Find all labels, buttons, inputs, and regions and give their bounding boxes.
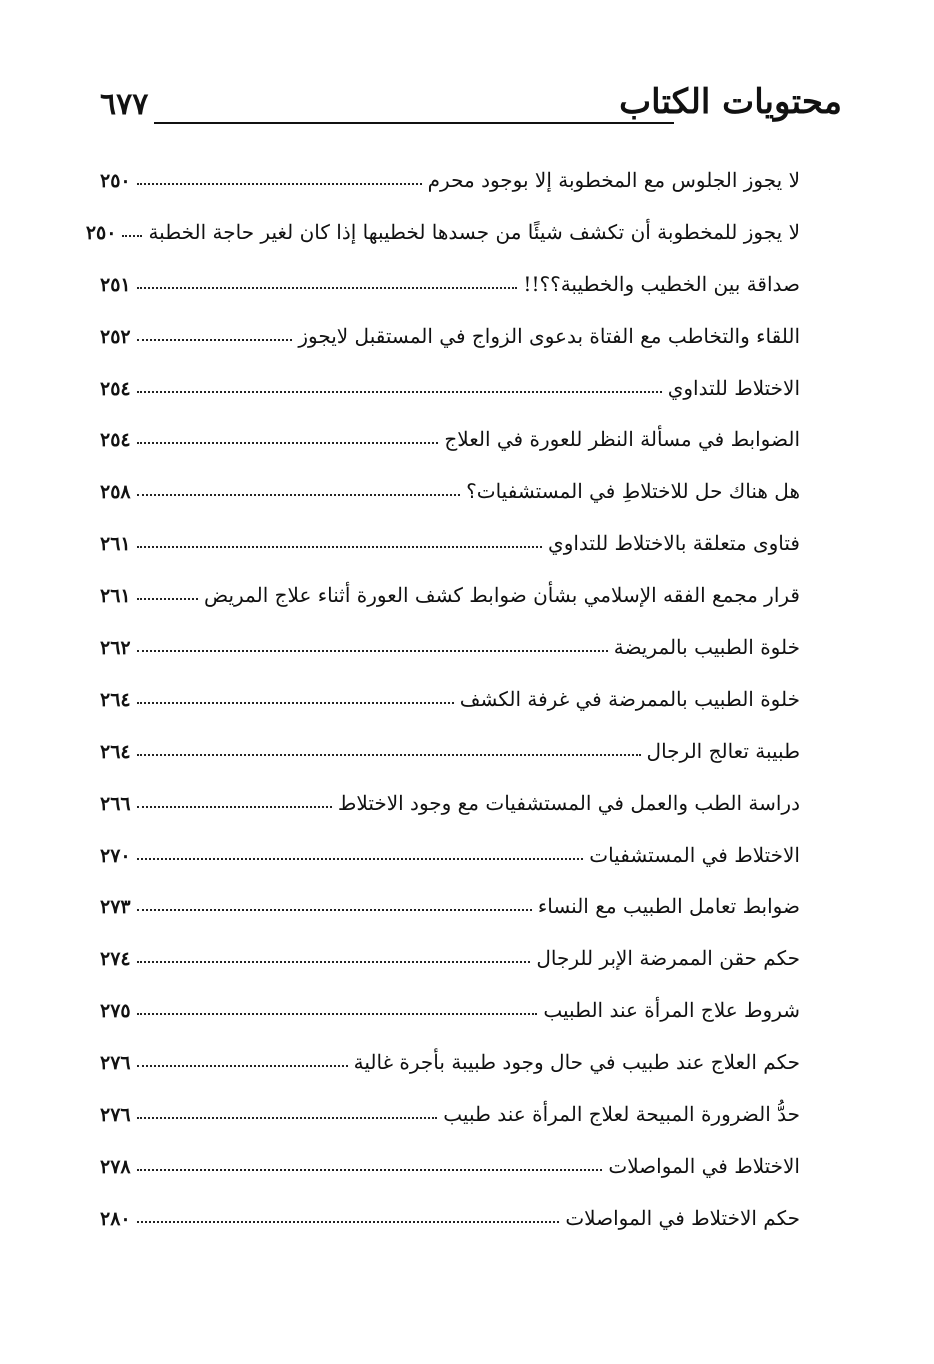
toc-entry-title: دراسة الطب والعمل في المستشفيات مع وجود الاختلاط <box>337 790 800 815</box>
toc-dot-leader <box>137 805 332 808</box>
toc-dot-leader <box>137 286 518 289</box>
toc-entry-title: هل هناك حل للاختلاطِ في المستشفيات؟ <box>466 479 800 504</box>
running-title: محتويات الكتاب <box>619 82 842 122</box>
toc-entry <box>100 580 800 632</box>
toc-entry-title: الاختلاط في المستشفيات <box>589 842 800 867</box>
toc-entry-page: ٢٧٤ <box>100 948 131 971</box>
toc-entry <box>100 788 800 840</box>
toc-entry-page: ٢٧٦ <box>100 1052 131 1075</box>
toc-entry-page: ٢٧٥ <box>100 1000 131 1023</box>
toc-entry <box>100 891 800 943</box>
toc-entry <box>100 476 800 528</box>
toc-entry <box>100 1203 800 1255</box>
toc-entry <box>100 269 800 321</box>
toc-entry-title: حدُّ الضرورة المبيحة لعلاج المرأة عند طبيب <box>443 1102 800 1127</box>
toc-entry-page: ٢٧٨ <box>100 1155 131 1178</box>
page-header <box>100 78 842 134</box>
toc-entry-page: ٢٥٠ <box>85 221 117 244</box>
toc-dot-leader <box>137 597 198 600</box>
toc-entry-page: ٢٥٨ <box>100 481 131 504</box>
toc-dot-leader <box>137 1012 538 1015</box>
toc-entry <box>100 1151 800 1203</box>
toc-entry <box>100 840 800 892</box>
toc-entry-title: لا يجوز الجلوس مع المخطوبة إلا بوجود محرم <box>427 168 800 192</box>
toc-entry-page: ٢٦٤ <box>100 688 131 711</box>
toc-dot-leader <box>137 908 532 911</box>
toc-entry-page: ٢٥٢ <box>100 325 131 348</box>
toc-entry <box>100 736 800 788</box>
toc-entry <box>100 373 800 425</box>
toc-entry-title: اللقاء والتخاطب مع الفتاة بدعوى الزواج في المستقبل لايجوز <box>298 323 800 348</box>
toc-entry-title: صداقة بين الخطيب والخطيبة؟؟!! <box>523 271 800 296</box>
toc-entry <box>100 943 800 995</box>
toc-entry-title: شروط علاج المرأة عند الطبيب <box>543 998 800 1023</box>
toc-entry-page: ٢٦١ <box>100 585 131 608</box>
toc-entry-page: ٢٦٢ <box>100 637 131 660</box>
toc-entry-title: ضوابط تعامل الطبيب مع النساء <box>537 894 800 919</box>
toc-entry-page: ٢٧٣ <box>100 896 131 919</box>
toc-entry <box>100 528 800 580</box>
toc-entry-title: قرار مجمع الفقه الإسلامي بشأن ضوابط كشف العورة أثناء علاج المريض <box>203 583 800 608</box>
toc-entry <box>100 165 800 217</box>
toc-dot-leader <box>137 960 531 963</box>
toc-entry-title: خلوة الطبيب بالممرضة في غرفة الكشف <box>459 686 800 711</box>
toc-dot-leader <box>137 1168 603 1171</box>
toc-dot-leader <box>137 338 293 341</box>
toc-entry <box>100 321 800 373</box>
toc-entry <box>85 217 800 269</box>
toc-entry <box>100 995 800 1047</box>
page-number: ٦٧٧ <box>100 87 149 122</box>
toc-dot-leader <box>137 1220 560 1223</box>
toc-entry-title: حكم حقن الممرضة الإبر للرجال <box>536 946 800 971</box>
toc-entry-title: الاختلاط في المواصلات <box>608 1153 800 1178</box>
toc-entry-title: حكم الاختلاط في المواصلات <box>565 1205 800 1230</box>
toc-entry-page: ٢٥٤ <box>100 429 131 452</box>
toc-entry-page: ٢٥٤ <box>100 377 131 400</box>
toc-entry <box>100 684 800 736</box>
toc-entry <box>100 632 800 684</box>
toc-entry-page: ٢٦٤ <box>100 740 131 763</box>
toc-dot-leader <box>137 441 439 444</box>
table-of-contents <box>85 165 800 1255</box>
toc-entry-title: طبيبة تعالج الرجال <box>646 738 800 763</box>
toc-dot-leader <box>137 390 662 393</box>
toc-entry-page: ٢٧٦ <box>100 1104 131 1127</box>
toc-entry-title: الضوابط في مسألة النظر للعورة في العلاج <box>444 427 800 452</box>
toc-dot-leader <box>137 753 641 756</box>
toc-dot-leader <box>137 182 422 185</box>
toc-entry-page: ٢٨٠ <box>100 1207 131 1230</box>
toc-entry-page: ٢٦١ <box>100 533 131 556</box>
toc-entry <box>100 1047 800 1099</box>
toc-entry <box>100 424 800 476</box>
toc-dot-leader <box>137 493 461 496</box>
toc-entry-title: حكم العلاج عند طبيب في حال وجود طبيبة بأجرة غالية <box>353 1050 800 1075</box>
toc-entry-title: لا يجوز للمخطوبة أن تكشف شيئًا من جسدها لخطيبها إذا كان لغير حاجة الخطبة <box>148 219 800 244</box>
toc-entry-title: خلوة الطبيب بالمريضة <box>613 635 800 660</box>
toc-entry-page: ٢٧٠ <box>100 844 131 867</box>
toc-dot-leader <box>137 649 608 652</box>
toc-entry-title: فتاوى متعلقة بالاختلاط للتداوي <box>548 531 800 556</box>
toc-dot-leader <box>137 1116 438 1119</box>
toc-entry-page: ٢٥١ <box>100 273 131 296</box>
toc-entry-page: ٢٥٠ <box>100 170 131 192</box>
toc-entry <box>100 1099 800 1151</box>
header-rule <box>154 122 674 124</box>
toc-dot-leader <box>137 1064 348 1067</box>
toc-entry-page: ٢٦٦ <box>100 792 131 815</box>
toc-dot-leader <box>137 701 454 704</box>
toc-dot-leader <box>122 234 142 237</box>
toc-dot-leader <box>137 545 542 548</box>
toc-entry-title: الاختلاط للتداوي <box>667 375 800 400</box>
toc-dot-leader <box>137 857 584 860</box>
